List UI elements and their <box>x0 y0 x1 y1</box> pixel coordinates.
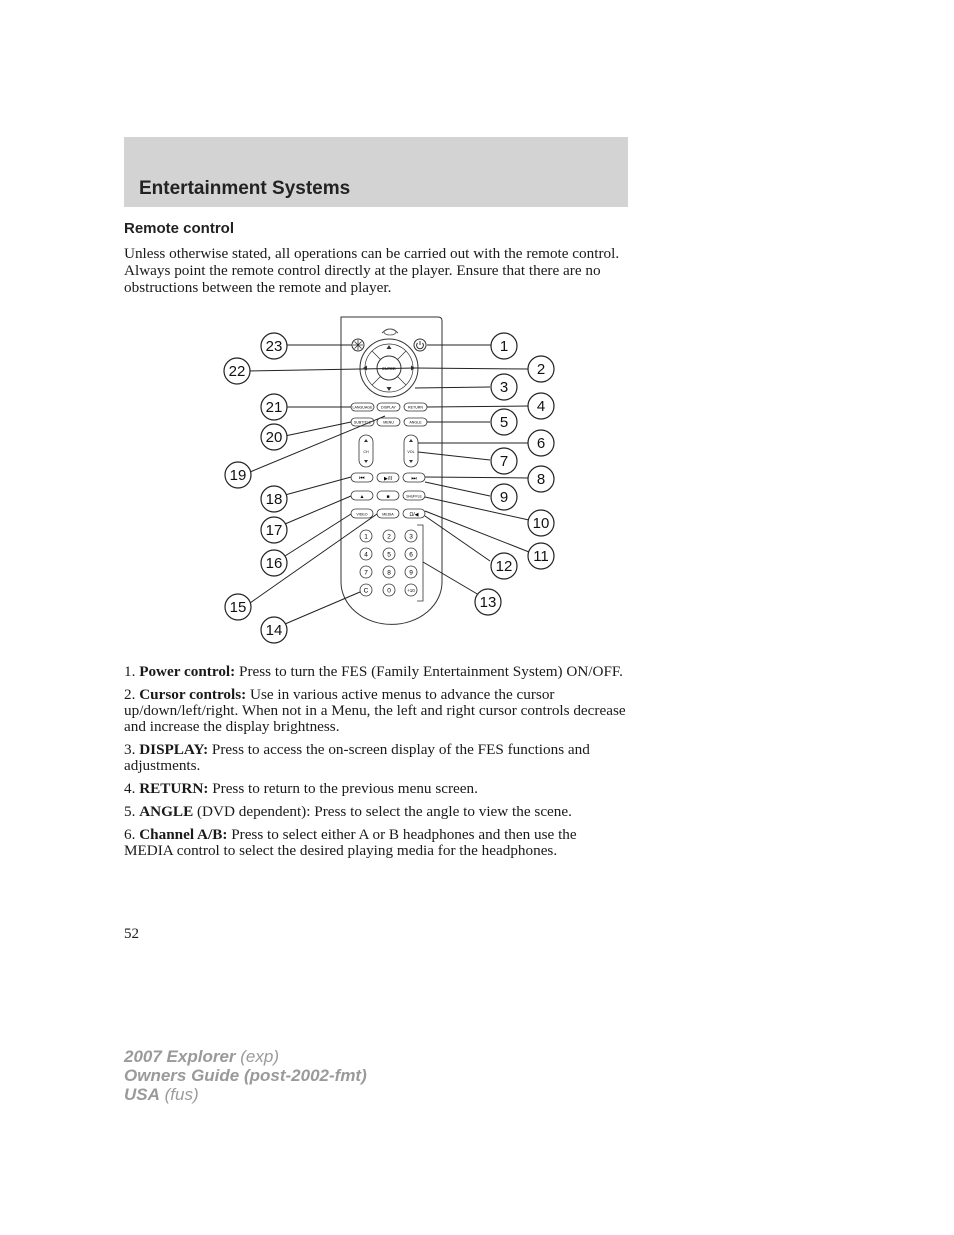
svg-text:21: 21 <box>265 399 283 416</box>
svg-text:16: 16 <box>265 555 283 572</box>
svg-text:Ω/◀: Ω/◀ <box>409 512 419 518</box>
svg-text:12: 12 <box>495 558 513 575</box>
svg-text:4: 4 <box>364 551 368 559</box>
list-item: 1. Power control: Press to turn the FES (Family Entertainment System) ON/OFF. <box>124 663 623 680</box>
svg-text:11: 11 <box>533 548 549 565</box>
svg-text:4: 4 <box>536 398 546 415</box>
brightness-icon <box>353 340 363 350</box>
svg-text:VIDEO: VIDEO <box>356 512 368 517</box>
remote-control-diagram <box>220 312 560 652</box>
svg-text:SHUFFLE: SHUFFLE <box>406 494 422 499</box>
svg-text:5: 5 <box>499 414 509 431</box>
svg-text:8: 8 <box>387 569 391 577</box>
list-item: 3. DISPLAY: Press to access the on-screen display of the FES functions and adjustments. <box>124 741 590 774</box>
document-footer: 2007 Explorer (exp) Owners Guide (post-2002-fmt) USA (fus) <box>124 1047 367 1104</box>
svg-text:⏭: ⏭ <box>411 476 417 482</box>
feature-list <box>124 664 628 866</box>
svg-text:DISPLAY: DISPLAY <box>381 405 396 410</box>
svg-text:▲: ▲ <box>359 494 365 500</box>
svg-text:C: C <box>363 587 369 595</box>
page-number: 52 <box>124 926 139 942</box>
chapter-title: Entertainment Systems <box>139 178 351 199</box>
svg-text:5: 5 <box>387 551 391 559</box>
svg-text:8: 8 <box>536 471 546 488</box>
svg-text:22: 22 <box>228 363 246 380</box>
svg-text:2: 2 <box>387 533 391 541</box>
list-item: 6. Channel A/B: Press to select either A or B headphones and then use the MEDIA control to select the desired playing media for the headphones. <box>124 826 577 859</box>
svg-text:14: 14 <box>265 622 283 639</box>
svg-text:1: 1 <box>364 533 368 541</box>
svg-text:MENU: MENU <box>383 420 394 425</box>
svg-text:19: 19 <box>229 467 247 484</box>
svg-text:2: 2 <box>536 361 546 378</box>
section-header-band <box>124 137 628 207</box>
svg-text:RETURN: RETURN <box>408 405 423 410</box>
svg-text:SUBTITLE: SUBTITLE <box>353 420 372 425</box>
svg-text:6: 6 <box>409 551 413 559</box>
svg-text:CH: CH <box>363 450 369 454</box>
svg-text:1: 1 <box>499 338 509 355</box>
intro-paragraph: Unless otherwise stated, all operations can be carried out with the remote control. Always point the remote control directly at the player. Ensure that there are no obstructions between the remote and player. <box>124 245 620 296</box>
svg-text:3: 3 <box>409 533 413 541</box>
svg-text:9: 9 <box>409 569 413 577</box>
svg-text:23: 23 <box>265 338 283 355</box>
list-item: 5. ANGLE (DVD dependent): Press to select the angle to view the scene. <box>124 803 572 820</box>
svg-text:10: 10 <box>532 515 550 532</box>
svg-text:▶/II: ▶/II <box>383 476 393 482</box>
list-item: 4. RETURN: Press to return to the previous menu screen. <box>124 780 478 797</box>
svg-text:13: 13 <box>479 594 497 611</box>
svg-text:+10: +10 <box>407 588 415 593</box>
svg-text:3: 3 <box>499 379 509 396</box>
svg-text:6: 6 <box>536 435 546 452</box>
list-item: 2. Cursor controls: Use in various active menus to advance the cursor up/down/left/right. When not in a Menu, the left and right cursor controls decrease and increase the display brightness. <box>124 686 626 735</box>
svg-text:MEDIA: MEDIA <box>382 512 394 517</box>
svg-text:18: 18 <box>265 491 283 508</box>
svg-text:■: ■ <box>386 494 390 500</box>
svg-text:LANGUAGE: LANGUAGE <box>352 405 373 410</box>
svg-text:15: 15 <box>229 599 247 616</box>
section-title: Remote control <box>124 220 235 237</box>
svg-text:20: 20 <box>265 429 283 446</box>
svg-text:0: 0 <box>387 587 391 595</box>
svg-text:7: 7 <box>364 569 368 577</box>
svg-text:7: 7 <box>499 453 509 470</box>
enter-label: ENTER <box>382 366 396 371</box>
svg-text:VOL: VOL <box>407 450 415 454</box>
svg-text:ANGLE: ANGLE <box>409 420 422 425</box>
svg-text:⏮: ⏮ <box>359 476 365 482</box>
svg-text:17: 17 <box>265 522 283 539</box>
svg-text:9: 9 <box>499 489 509 506</box>
